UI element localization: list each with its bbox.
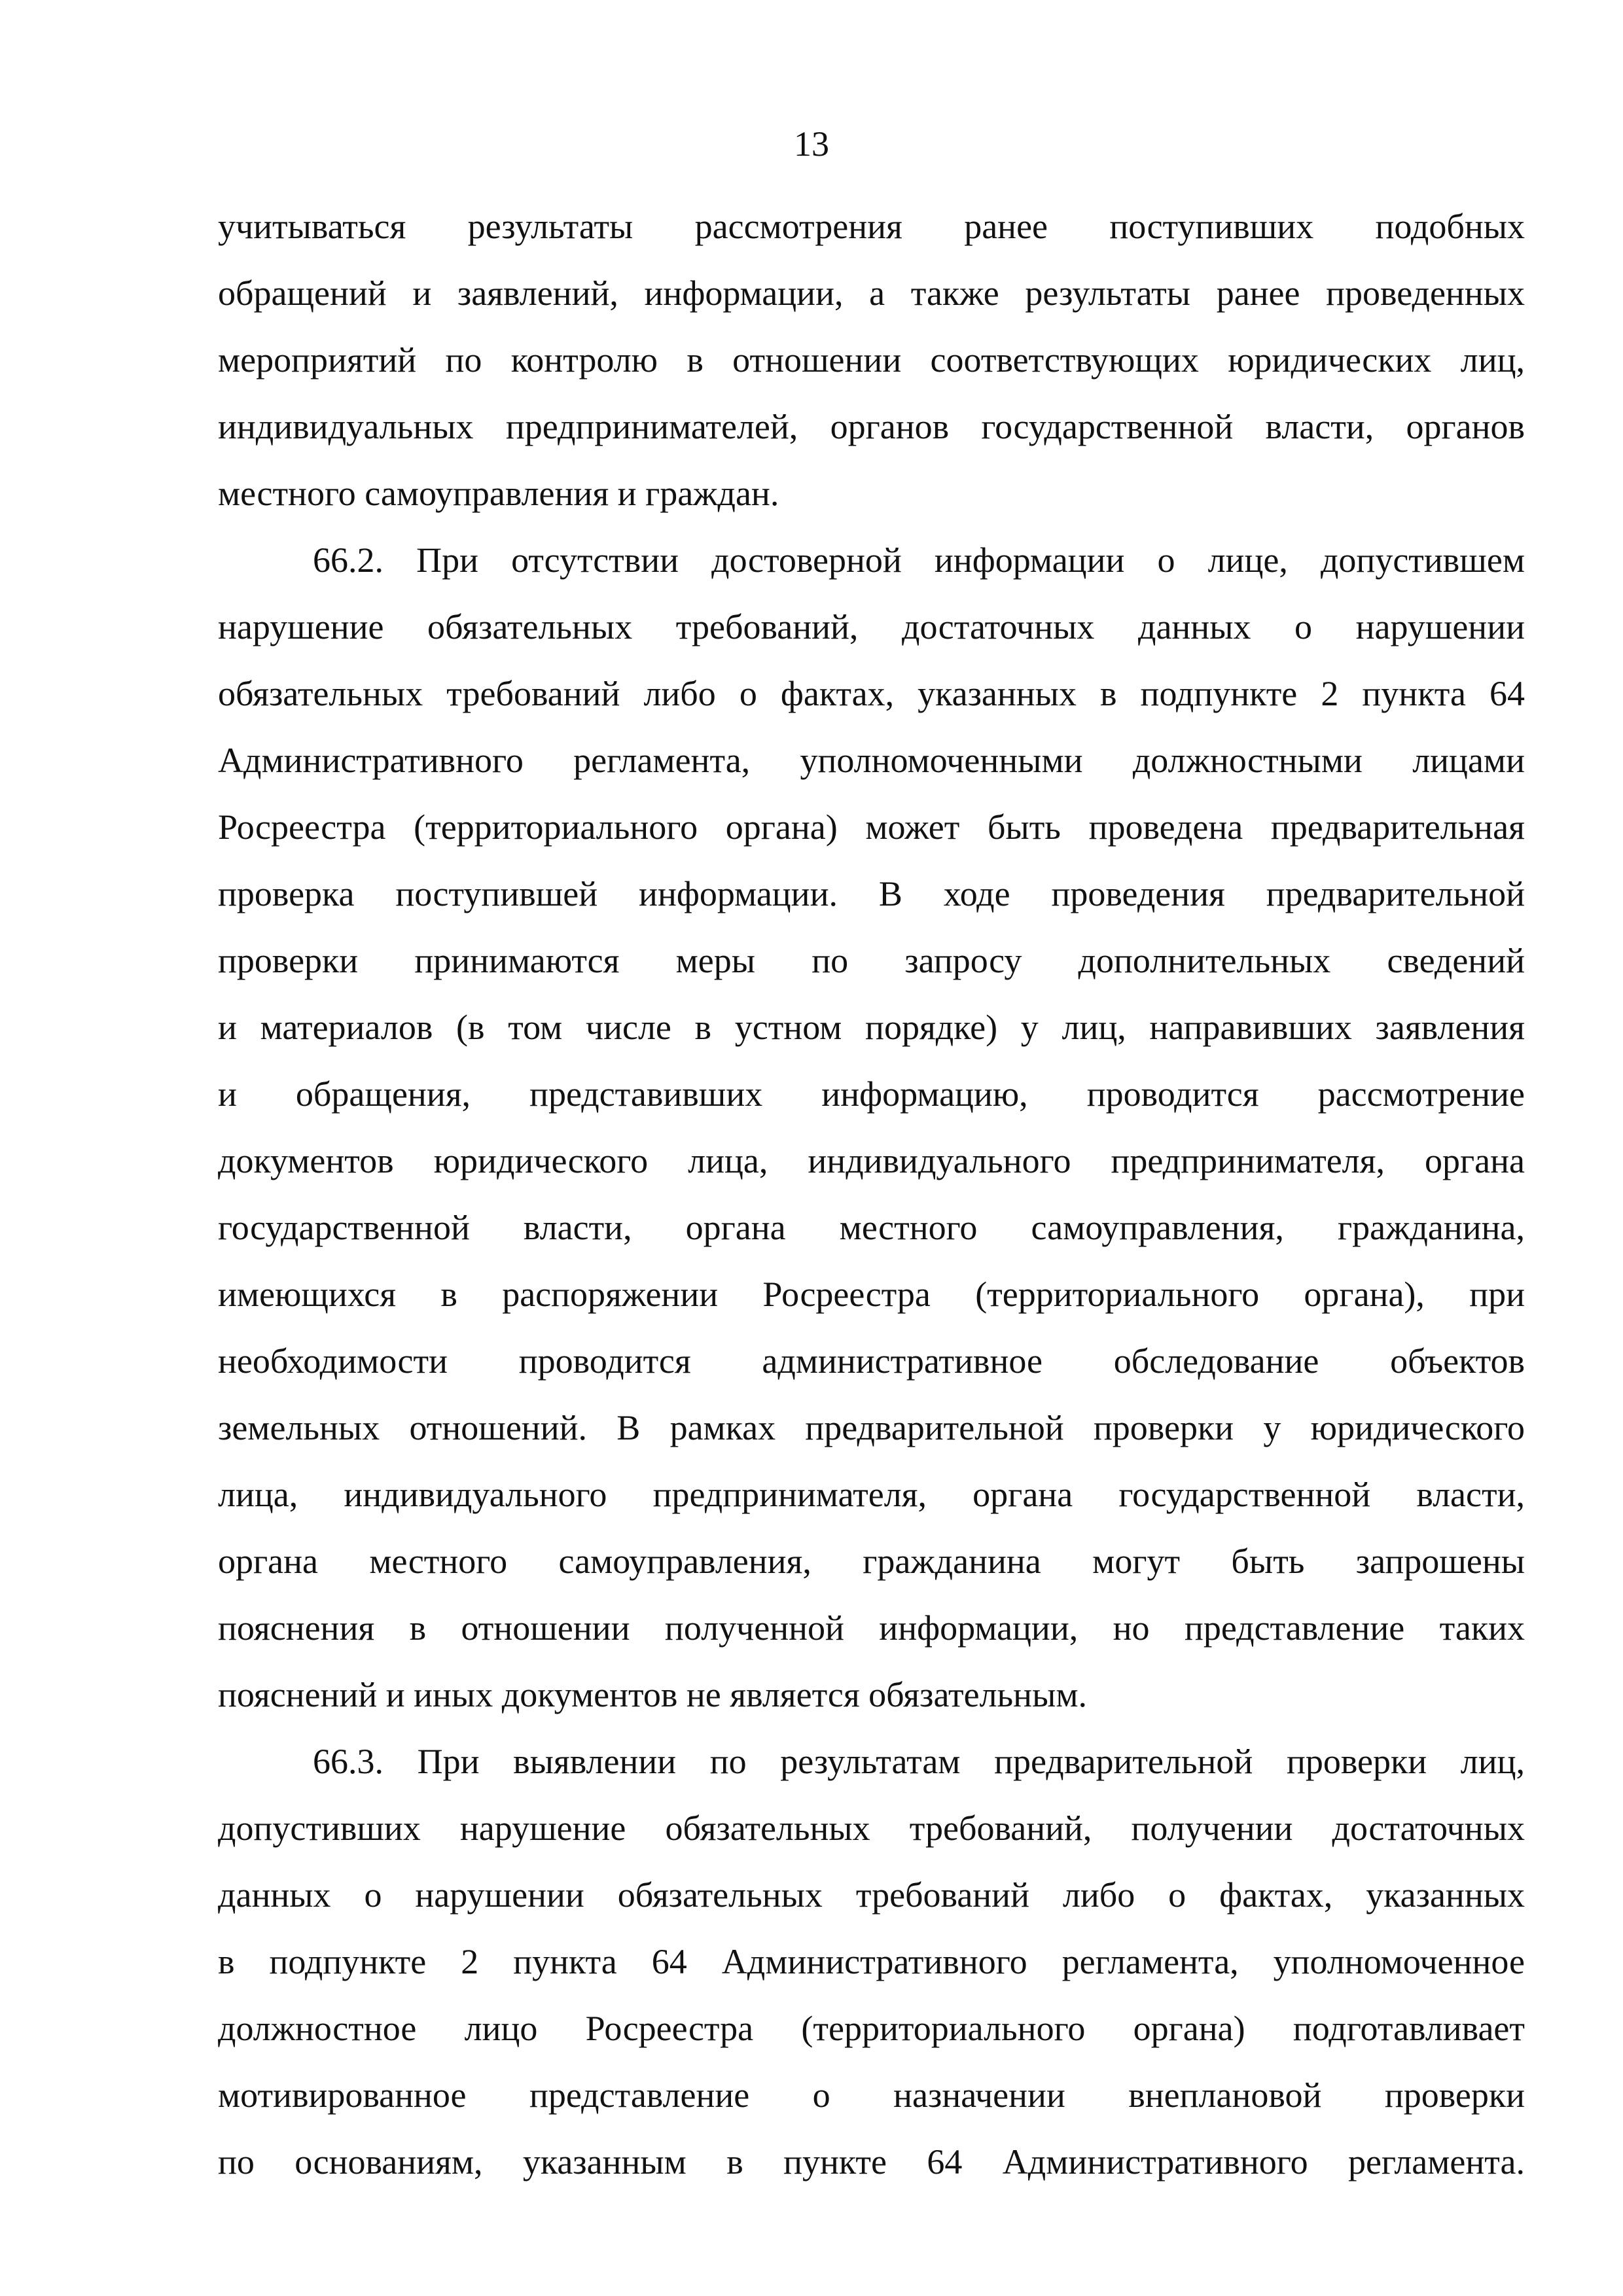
text-line: проверки принимаются меры по запросу дополнительных сведений	[218, 941, 1525, 980]
text-line: должностное лицо Росреестра (территориального органа) подготавливает	[218, 2009, 1525, 2048]
text-line: обращений и заявлений, информации, а также результаты ранее проведенных	[218, 274, 1525, 313]
text-line: данных о нарушении обязательных требований либо о фактах, указанных	[218, 1875, 1525, 1915]
paragraph-66-1-continuation	[218, 203, 1525, 537]
text-line: нарушение обязательных требований, достаточных данных о нарушении	[218, 607, 1525, 646]
text-line: обязательных требований либо о фактах, указанных в подпункте 2 пункта 64	[218, 674, 1525, 713]
text-line: в подпункте 2 пункта 64 Административного регламента, уполномоченное	[218, 1942, 1525, 1981]
document-body	[218, 203, 1525, 2205]
text-line: учитываться результаты рассмотрения ранее поступивших подобных	[218, 207, 1525, 246]
text-line: и материалов (в том числе в устном порядке) у лиц, направивших заявления	[218, 1008, 1525, 1047]
text-line: органа местного самоуправления, гражданина могут быть запрошены	[218, 1542, 1525, 1581]
text-line: документов юридического лица, индивидуального предпринимателя, органа	[218, 1141, 1525, 1180]
text-line: мотивированное представление о назначении внеплановой проверки	[218, 2075, 1525, 2115]
text-line: необходимости проводится административное обследование объектов	[218, 1341, 1525, 1381]
paragraph-66-2	[218, 537, 1525, 1738]
page-number: 13	[794, 124, 829, 164]
text-line: 66.2. При отсутствии достоверной информации о лице, допустившем	[313, 540, 1525, 580]
text-line: имеющихся в распоряжении Росреестра (территориального органа), при	[218, 1275, 1525, 1314]
text-line: мероприятий по контролю в отношении соответствующих юридических лиц,	[218, 340, 1525, 380]
text-line: пояснения в отношении полученной информации, но представление таких	[218, 1608, 1525, 1648]
text-line: проверка поступившей информации. В ходе проведения предварительной	[218, 874, 1525, 913]
text-line: земельных отношений. В рамках предварительной проверки у юридического	[218, 1408, 1525, 1447]
text-line: индивидуальных предпринимателей, органов государственной власти, органов	[218, 407, 1525, 446]
text-line: местного самоуправления и граждан.	[218, 474, 779, 513]
text-line: пояснений и иных документов не является обязательным.	[218, 1675, 1088, 1714]
text-line: допустивших нарушение обязательных требований, получении достаточных	[218, 1809, 1525, 1848]
text-line: и обращения, представивших информацию, проводится рассмотрение	[218, 1074, 1525, 1114]
text-line: государственной власти, органа местного самоуправления, гражданина,	[218, 1208, 1525, 1247]
text-line: Росреестра (территориального органа) может быть проведена предварительная	[218, 807, 1525, 847]
text-line: Административного регламента, уполномоченными должностными лицами	[218, 741, 1525, 780]
text-line: 66.3. При выявлении по результатам предварительной проверки лиц,	[313, 1742, 1525, 1781]
text-line: лица, индивидуального предпринимателя, органа государственной власти,	[218, 1475, 1525, 1514]
text-line: по основаниям, указанным в пункте 64 Административного регламента.	[218, 2142, 1525, 2181]
paragraph-66-3	[218, 1738, 1525, 2205]
